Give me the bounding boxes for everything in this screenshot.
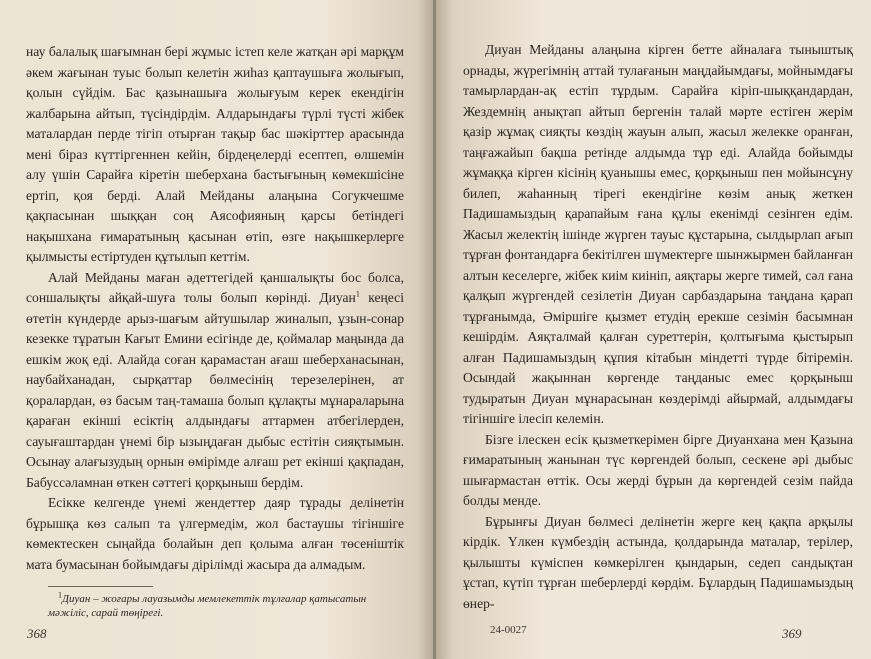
paragraph-with-footnote	[26, 268, 404, 494]
printer-signature: 24-0027	[490, 624, 527, 636]
paragraph: Бұрынғы Диуан бөлмесі делінетін жерге кең қақпа арқылы кірдік. Үлкен күмбездің астында, қолдарында маталар, терілер, қылышты күміспен көмкерілген қындарын, седеп сандықтан ұстап, күтіп тұрған шеберлерді көрдім. Бұлардың Падишамыздың өнер-	[463, 513, 853, 611]
paragraph-part: Алай Мейданы маған әдеттегідей қаншалықты бос болса, соншалықты айқай-шуға толы болып көрінді. Диуан	[26, 269, 404, 305]
left-page	[0, 0, 434, 659]
footnote-text: Диуан – жоғары лауазымды мемлекеттік тұлғалар қатысатын мәжіліс, сарай төңірегі.	[48, 593, 367, 619]
paragraph: Есікке келгенде үнемі жендеттер даяр тұрады делінетін бұрышқа көз салып та үлгермедім, жол бастаушы тігіншіге көмектескен сыңайда болайын деп қолыма алған төсеніштік мата бумасынан бойымдағы дірілімді жасыра да алмадым.	[26, 495, 404, 572]
footnote-marker: 1	[58, 590, 62, 600]
footnote	[48, 592, 398, 620]
page-number: 368	[27, 626, 47, 641]
page-number: 369	[782, 626, 802, 641]
paragraph-part: кеңесі өтетін күндерде арыз-шағым айтушылар жиналып, ұзын-сонар кезекке тұратын Кағыт Емини есігінде де, қоймалар маңында да ешкім жоқ еді. Алайда соған қарамастан ағаш шеберханасынан, наубайханадан, сырқаттар бөлмесінің терезелерінен, ат қоралардан, өз басым таң-тамаша болып құлақты мұнараларына қараған екінші есіктің алдындағы аттармен атбегілерден, сауығаштардан үнемі бір ызыңдаған дыбыс естітін сияқтымын. Осынау алағызудың орнын өмірімде алғаш рет екінші қақпадан, Бабуссәламнан өткен сәттегі қорқыныш бердім.	[26, 290, 404, 490]
footnote-marker: 1	[355, 289, 360, 299]
footnote-divider	[48, 586, 153, 587]
right-page	[436, 0, 871, 659]
paragraph: нау балалық шағымнан бері жұмыс істеп келе жатқан әрі марқұм әкем жағынан туыс болып келетін жиhаз қаптаушыға жолығып, қолын сүйдім. Бас қазынашыға жолығуым керек екендігін жалбарына айтып, түсіндірдім. Алдарындағы түрлі түсті жібек маталардан перде тігіп отырған тақыр бас шәкірттер арасында мені біраз күттіргеннен кейін, бірдеңелерді есептеп, өлшемін алу үшін Сарайға кіретін шеберхана бастығының көмекшісіне ертіп, қоя берді. Алай Мейданы алаңына Согукчешме қақпасынан шыққан соң Аясофияның қарсы бетіндегі нақышхана ғимаратының қасынан өтіп, өзге нақышкерлерге қылмысты естіртуден құтылып кеттім.	[26, 44, 404, 264]
paragraph: Диуан Мейданы алаңына кірген бетте айналаға тыныштық орнады, жүрегімнің аттай тулағанын маңдайымдағы, мойнымдағы тамырлардан-ақ естіп тұрдым. Сарайға кіріп-шыққандардан, Жездемнің анықтап айтып бергенін талай мәрте естіген жерім қазір жұмақ сияқты көздің жауын алып, жасыл желекке оранған, таңғажайып бақша ретінде алдымда тұр еді. Алайда бойымды жұмаққа кірген кісінің қуанышы емес, қорқыныш пен мойынсұну билеп, жаһанның тірегі екендігіне көзім анық жеткен Падишамыздың қарапайым ғана құлы екенімді сезінген едім. Жасыл желектің ішінде жүрген тауыс құстарына, сылдырлап ағып тұрған фонтандарға бекітілген шүмектерге шынжырмен байланған алтын кеселерге, жібек киім киініп, аяқтары жерге тимей, сәл ғана қалқып жүргендей сезілетін Диуан сарбаздарына таңдана қарап тұрғанымда, Әміршіге қызмет етудің ерекше сезімін басымнан кешірдім. Аяқталмай қалған суреттерін, қолтығыма қыстырып алған Падишамыздың құпия кітабын міндетті түрде бітіремін. Осындай жақыннан көргенде таңданыс емес қорқыныш тудыратын Диуан мұнарасынан көздерімді айырмай, алдымдағы тігіншіге ілесіп келемін.	[463, 42, 853, 426]
right-page-text	[463, 40, 853, 614]
left-page-text	[26, 42, 404, 575]
paragraph: Бізге ілескен есік қызметкерімен бірге Диуанхана мен Қазына ғимаратының жанынан түс көргендей болып, сескене әрі дыбыс шығармастан өттік. Осы жерді бұрын да көргендей сезім пайда болды менде.	[463, 431, 853, 508]
